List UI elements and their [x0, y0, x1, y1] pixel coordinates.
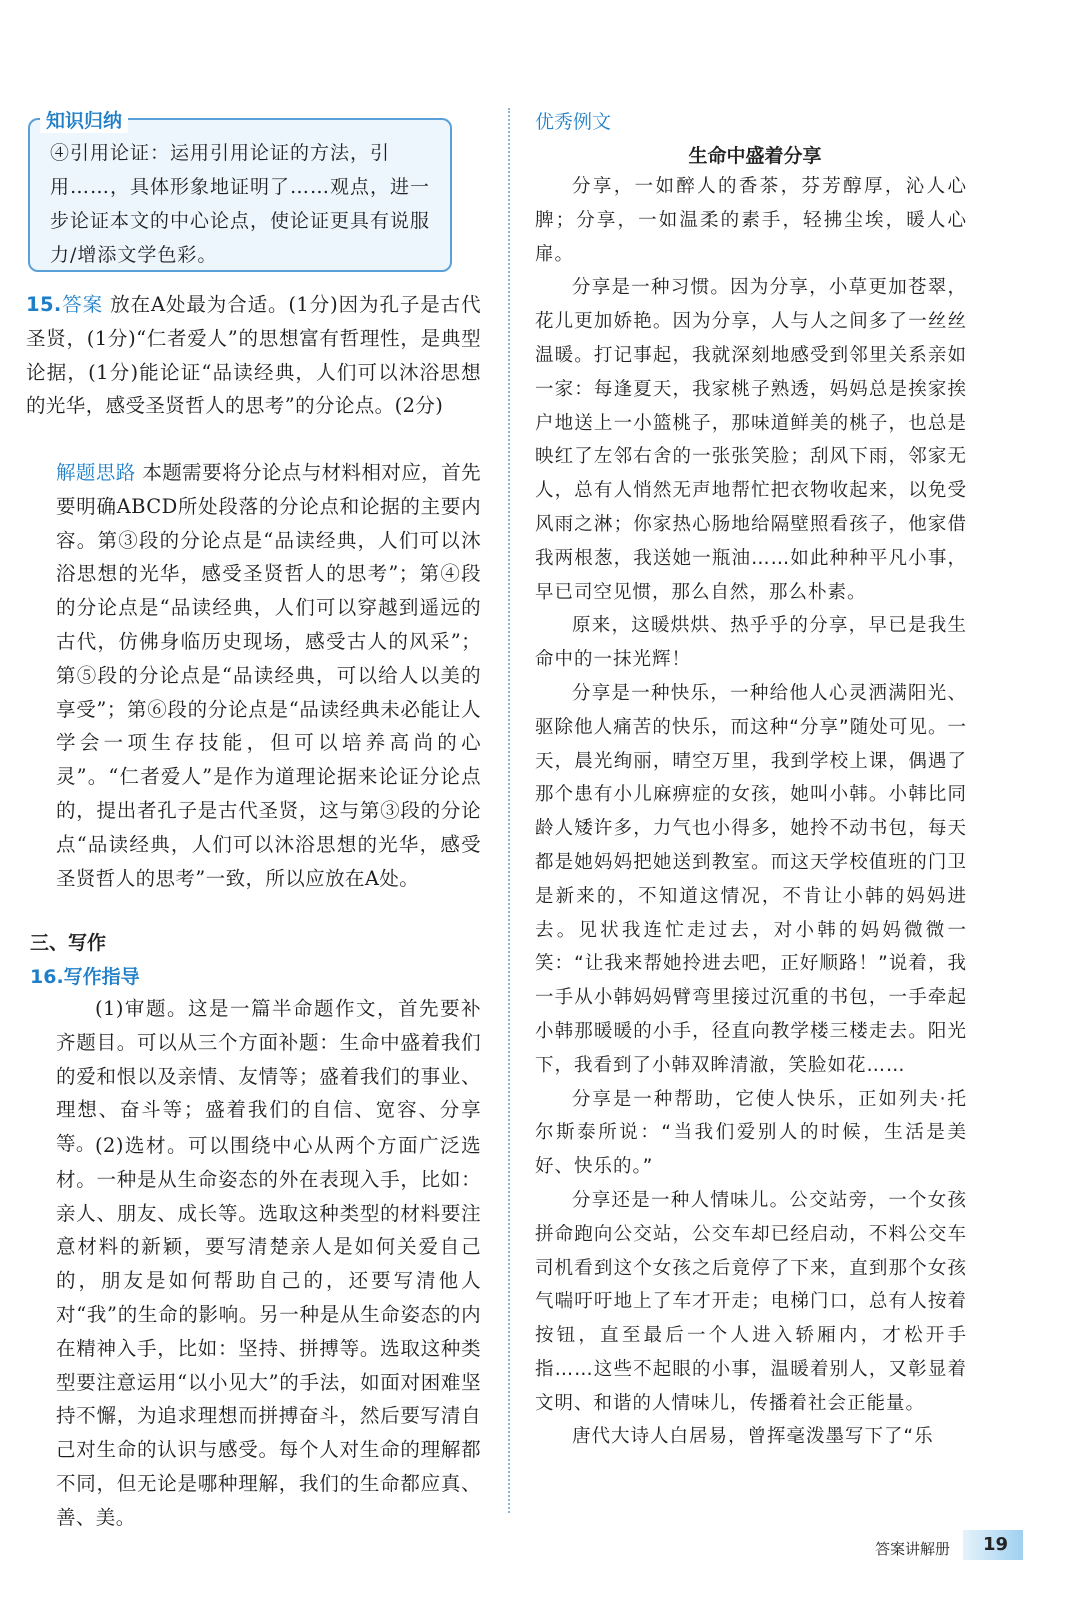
column-divider [508, 108, 510, 1513]
question-16-heading: 16.写作指导 [30, 966, 140, 988]
essay-paragraph: 原来，这暖烘烘、热乎乎的分享，早已是我生命中的一抹光辉！ [535, 615, 967, 671]
essay-title: 生命中盛着分享 [688, 145, 822, 167]
essay-paragraph: 分享还是一种人情味儿。公交站旁，一个女孩拼命跑向公交站，公交车却已经启动，不料公交车司机看到这个女孩之后竟停了下来，直到那个女孩气喘吁吁地上了车才开走；电梯门口，总有人按着按钮，直至最后一个人进入轿厢内，才松开手指……这些不起眼的小事，温暖着别人，又彰显着文明、和谐的人情味儿，传播着社会正能量。 [535, 1189, 967, 1414]
answer-text: 放在A处最为合适。(1分)因为孔子是古代圣贤，(1分)“仁者爱人”的思想富有哲理性，是典型论据，(1分)能论证“品读经典，人们可以沐浴思想的光华，感受圣贤哲人的思考”的分论点。(2分) [26, 293, 481, 418]
question-15-analysis [56, 456, 481, 895]
answer-tag: 答案 [61, 293, 104, 316]
footer-label: 答案讲解册 [875, 1540, 951, 1558]
knowledge-summary-title: 知识归纳 [40, 106, 128, 133]
knowledge-summary-box [28, 110, 452, 272]
sample-essay-tag: 优秀例文 [535, 111, 612, 133]
knowledge-summary-text: ④引用论证：运用引用论证的方法，引用……，具体形象地证明了……观点，进一步论证本文的中心论点，使论证更具有说服力/增添文学色彩。 [50, 142, 431, 266]
essay-paragraph: 分享是一种习惯。因为分享，小草更加苍翠，花儿更加娇艳。因为分享，人与人之间多了一丝丝温暖。打记事起，我就深刻地感受到邻里关系亲如一家：每逢夏天，我家桃子熟透，妈妈总是挨家挨户地送上一小篮桃子，那味道鲜美的桃子，也总是映红了左邻右舍的一张张笑脸；刮风下雨，邻家无人，总有人悄然无声地帮忙把衣物收起来，以免受风雨之淋；你家热心肠地给隔壁照看孩子，他家借我两根葱，我送她一瓶油……如此种种平凡小事，早已司空见惯，那么自然，那么朴素。 [535, 277, 967, 603]
writing-guide-paragraph-2: (2)选材。可以围绕中心从两个方面广泛选材。一种是从生命姿态的外在表现入手，比如：亲人、朋友、成长等。选取这种类型的材料要注意材料的新颖，要写清楚亲人是如何关爱自己的，朋友是如何帮助自己的，还要写清他人对“我”的生命的影响。另一种是从生命姿态的内在精神入手，比如：坚持、拼搏等。选取这种类型要注意运用“以小见大”的手法，如面对困难坚持不懈，为追求理想而拼搏奋斗，然后要写清自己对生命的认识与感受。每个人对生命的理解都不同，但无论是哪种理解，我们的生命都应真、善、美。 [56, 1134, 481, 1529]
section-heading-writing: 三、写作 [30, 932, 107, 954]
analysis-tag: 解题思路 [56, 461, 136, 484]
question-number: 15. [26, 293, 62, 316]
page-number: 19 [963, 1530, 1023, 1560]
essay-paragraph: 唐代大诗人白居易，曾挥毫泼墨写下了“乐 [572, 1426, 934, 1448]
question-15-answer [26, 288, 481, 423]
analysis-text: 本题需要将分论点与材料相对应，首先要明确ABCD所处段落的分论点和论据的主要内容。第③段的分论点是“品读经典，人们可以沐浴思想的光华，感受圣贤哲人的思考”；第④段的分论点是“品读经典，人们可以穿越到遥远的古代，仿佛身临历史现场，感受古人的风采”；第⑤段的分论点是“品读经典，可以给人以美的享受”；第⑥段的分论点是“品读经典未必能让人学会一项生存技能，但可以培养高尚的心灵”。“仁者爱人”是作为道理论据来论证分论点的，提出者孔子是古代圣贤，这与第③段的分论点“品读经典，人们可以沐浴思想的光华，感受圣贤哲人的思考”一致，所以应放在A处。 [56, 461, 481, 890]
essay-body [535, 170, 967, 1454]
writing-guide-paragraph-1: (1)审题。这是一篇半命题作文，首先要补齐题目。可以从三个方面补题：生命中盛着我们的爱和恨以及亲情、友情等；盛着我们的事业、理想、奋斗等；盛着我们的自信、宽容、分享等。 [56, 997, 481, 1156]
essay-paragraph: 分享是一种帮助，它使人快乐，正如列夫·托尔斯泰所说：“当我们爱别人的时候，生活是美好、快乐的。” [535, 1088, 967, 1178]
essay-paragraph: 分享，一如醉人的香茶，芬芳醇厚，沁人心脾；分享，一如温柔的素手，轻拂尘埃，暖人心扉。 [535, 176, 967, 265]
essay-paragraph: 分享是一种快乐，一种给他人心灵洒满阳光、驱除他人痛苦的快乐，而这种“分享”随处可见。一天，晨光绚丽，晴空万里，我到学校上课，偶遇了那个患有小儿麻痹症的女孩，她叫小韩。小韩比同龄人矮许多，力气也小得多，她拎不动书包，每天都是她妈妈把她送到教室。而这天学校值班的门卫是新来的，不知道这情况，不肯让小韩的妈妈进去。见状我连忙走过去，对小韩的妈妈微微一笑：“让我来帮她拎进去吧，正好顺路！”说着，我一手从小韩妈妈臂弯里接过沉重的书包，一手牵起小韩那暖暖的小手，径直向教学楼三楼走去。阳光下，我看到了小韩双眸清澈，笑脸如花…… [535, 682, 967, 1076]
